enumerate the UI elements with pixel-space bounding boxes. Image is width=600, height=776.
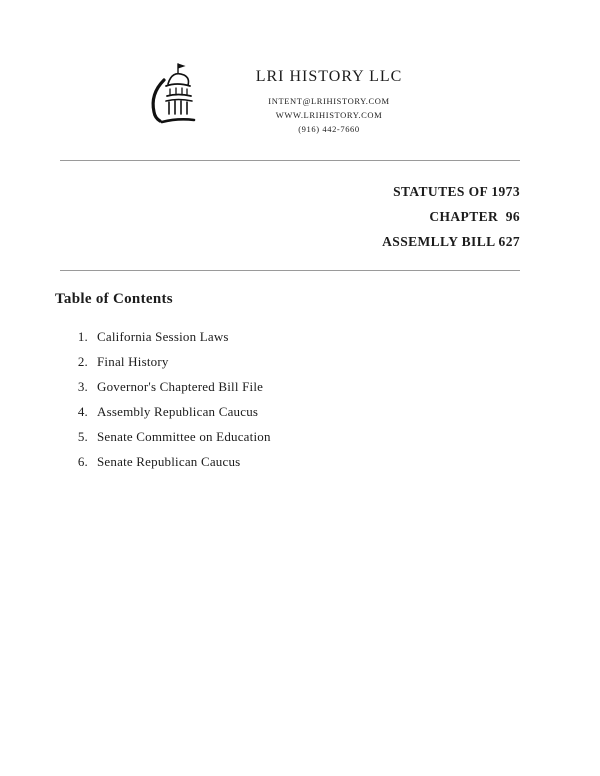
company-name: LRI HISTORY LLC — [255, 68, 403, 85]
table-of-contents — [55, 291, 600, 474]
toc-title: Table of Contents — [55, 291, 173, 307]
toc-item-label: Governor's Chaptered Bill File — [97, 379, 264, 394]
toc-item — [70, 399, 600, 424]
letterhead-text — [224, 60, 434, 136]
document-title-block — [0, 179, 520, 254]
toc-item-number: 2. — [77, 354, 88, 369]
toc-item — [70, 424, 600, 449]
toc-item-label: Assembly Republican Caucus — [97, 404, 259, 419]
assembly-bill-line: ASSEMLLY BILL 627 — [382, 234, 520, 249]
toc-item-label: Final History — [97, 354, 169, 369]
toc-item-label: California Session Laws — [97, 329, 229, 344]
company-phone: (916) 442-7660 — [298, 124, 360, 134]
letterhead — [142, 0, 600, 136]
capitol-logo-icon — [142, 60, 204, 134]
divider-bottom — [60, 270, 520, 271]
toc-item — [70, 349, 600, 374]
toc-item-label: Senate Republican Caucus — [97, 454, 241, 469]
toc-item-number: 4. — [77, 404, 88, 419]
toc-item-number: 3. — [77, 379, 88, 394]
toc-item — [70, 374, 600, 399]
divider-top — [60, 160, 520, 161]
company-email: INTENT@LRIHISTORY.COM — [268, 96, 390, 106]
toc-item — [70, 449, 600, 474]
toc-item-label: Senate Committee on Education — [97, 429, 271, 444]
company-website: WWW.LRIHISTORY.COM — [275, 110, 383, 120]
toc-item — [70, 324, 600, 349]
toc-item-number: 1. — [77, 329, 88, 344]
chapter-line: CHAPTER 96 — [429, 209, 520, 224]
statutes-line: STATUTES OF 1973 — [393, 184, 520, 199]
toc-item-number: 5. — [77, 429, 88, 444]
toc-item-number: 6. — [77, 454, 88, 469]
toc-list — [70, 324, 600, 474]
